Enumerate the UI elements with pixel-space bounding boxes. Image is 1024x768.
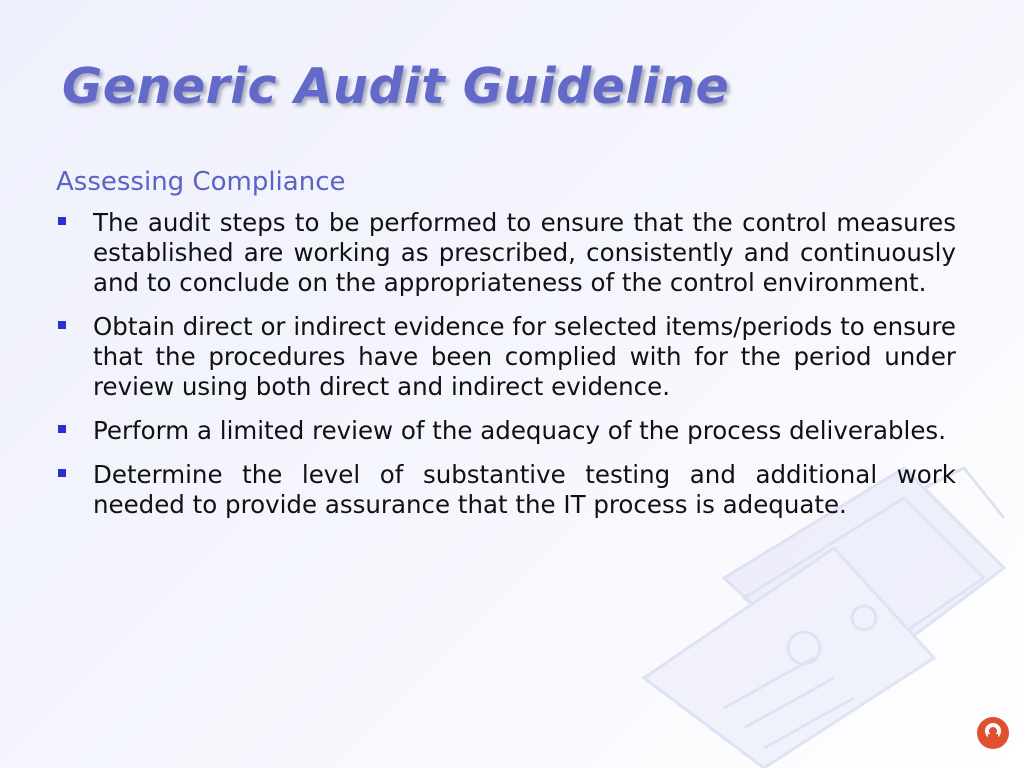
bullet-item <box>56 208 956 298</box>
bullet-text: The audit steps to be performed to ensure that the control measures established are working as prescribed, consistently and continuously and to conclude on the appropriateness of the control environment. <box>93 208 956 297</box>
bullet-item <box>56 312 956 402</box>
bullet-text: Determine the level of substantive testing and additional work needed to provide assurance that the IT process is adequate. <box>93 460 956 519</box>
square-bullet-icon <box>58 321 66 329</box>
section-subtitle: Assessing Compliance <box>56 167 346 197</box>
square-bullet-icon <box>58 469 66 477</box>
slide-title: Generic Audit Guideline <box>62 58 730 115</box>
square-bullet-icon <box>58 217 66 225</box>
bullet-text: Obtain direct or indirect evidence for selected items/periods to ensure that the procedures have been complied with for the period under review using both direct and indirect evidence. <box>93 312 956 401</box>
bullet-item <box>56 416 956 446</box>
bullet-text: Perform a limited review of the adequacy of the process deliverables. <box>93 416 946 445</box>
bullet-item <box>56 460 956 520</box>
bullet-list <box>56 208 956 534</box>
company-logo-icon <box>976 716 1010 750</box>
square-bullet-icon <box>58 425 66 433</box>
